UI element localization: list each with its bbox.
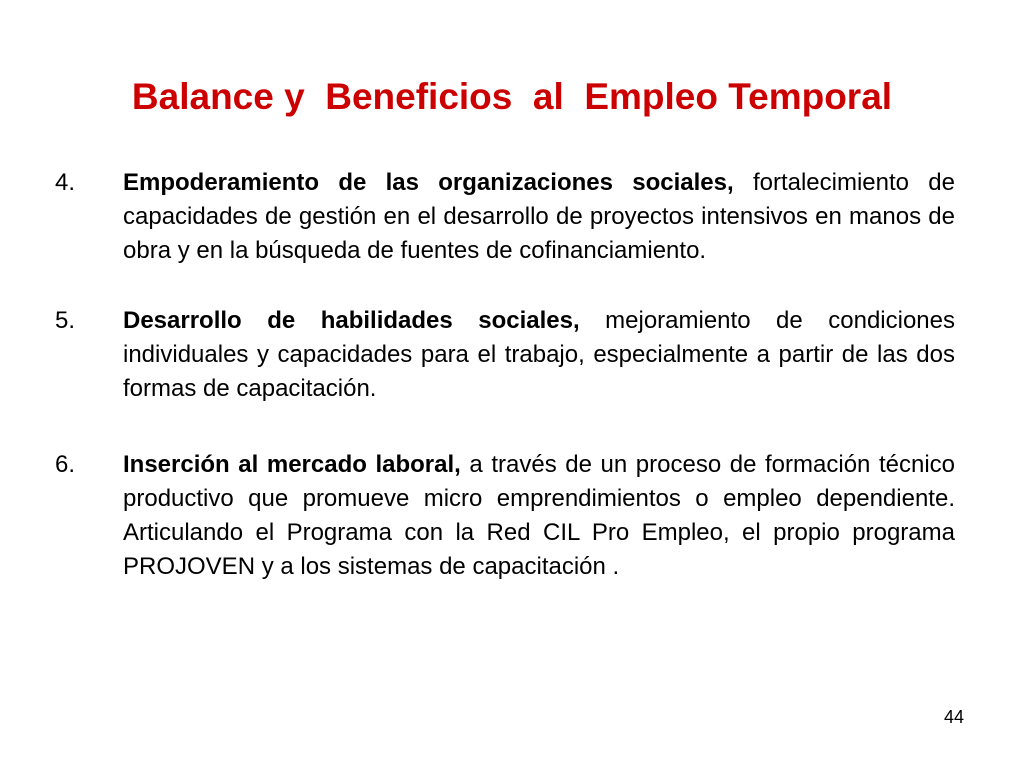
- list-item: [55, 304, 955, 406]
- item-body: a través de un proceso de formación técnico productivo que promueve micro emprendimientos o empleo dependiente. Articulando el Programa con la Red CIL Pro Empleo, el propio programa PROJOVEN y a los sistemas de capacitación .: [123, 451, 956, 580]
- item-body: mejoramiento de condiciones individuales y capacidades para el trabajo, especialmente a partir de las dos formas de capacitación.: [123, 307, 955, 402]
- item-number: 4.: [55, 169, 76, 196]
- item-lead: Empoderamiento de las organizaciones sociales,: [123, 169, 734, 196]
- item-body: fortalecimiento de capacidades de gestión en el desarrollo de proyectos intensivos en manos de obra y en la búsqueda de fuentes de cofinanciamiento.: [123, 169, 955, 264]
- list-item: [55, 166, 955, 268]
- item-lead: Inserción al mercado laboral,: [123, 451, 461, 478]
- slide-title: Balance y Beneficios al Empleo Temporal: [131, 76, 893, 117]
- list-item: [55, 448, 955, 584]
- numbered-list: [55, 166, 955, 584]
- page-number: 44: [943, 707, 964, 727]
- item-number: 6.: [55, 451, 76, 478]
- item-lead: Desarrollo de habilidades sociales,: [123, 307, 580, 334]
- item-number: 5.: [55, 307, 76, 334]
